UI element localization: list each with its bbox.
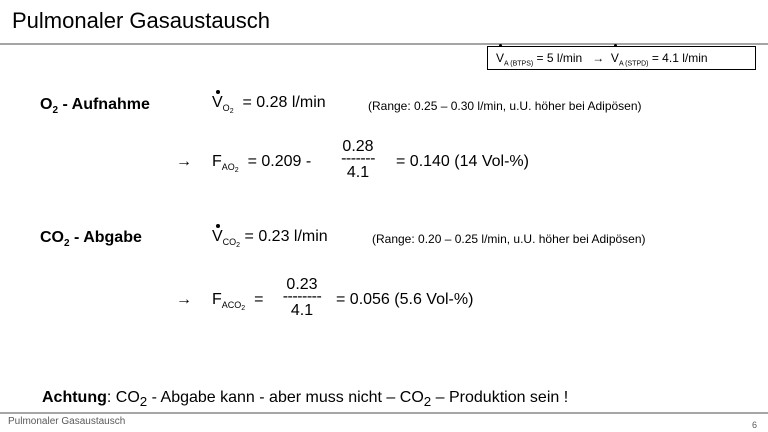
attention-note: Achtung: $CO_2$ - Abgabe kann - aber muss nicht – $CO_2$ – Produktion sein !: [42, 389, 569, 410]
co2-output-value: = 0.23 l/min: [244, 228, 328, 245]
co2-output-formula: $V_{CO_2} = 0.23$ l/min: [212, 228, 328, 250]
v-dot-symbol: V: [212, 228, 223, 245]
page-title: Pulmonaler Gasaustausch: [12, 8, 271, 33]
faco2-equation-lhs: =: [254, 291, 264, 308]
faco2-result: = 0.056 (5.6 Vol-%): [336, 291, 474, 308]
fraction-denominator: 4.1: [290, 302, 314, 319]
co2-output-label: $CO_2$ - Abgabe: [40, 229, 142, 250]
fao2-equation-lhs: = 0.209 -: [247, 153, 312, 170]
arrow-icon: →: [176, 291, 192, 308]
faco2-formula: $F_{ACO_2}$ =: [212, 291, 264, 313]
o2-range-text: (Range: 0.25 – 0.30 l/min, u.U. höher bei Adipösen): [368, 99, 642, 113]
faco2-fraction: [278, 276, 326, 320]
co2-range-text: (Range: 0.20 – 0.25 l/min, u.U. höher bei Adipösen): [372, 232, 646, 246]
page-number: 6: [752, 420, 758, 430]
v-stpd-value: = 4.1 l/min: [651, 51, 708, 65]
o2-uptake-value: = 0.28 l/min: [242, 94, 326, 111]
fao2-fraction: [336, 138, 380, 182]
fraction-numerator: 0.28: [342, 138, 374, 155]
o2-uptake-formula: $V_{O_2} = 0.28$ l/min: [212, 94, 326, 116]
attention-label: Achtung: [42, 389, 107, 406]
fao2-formula: $F_{AO_2} = 0.209$ -: [212, 153, 312, 175]
v-dot-symbol: V: [496, 47, 504, 69]
arrow-icon: →: [592, 51, 605, 65]
arrow-icon: →: [176, 153, 192, 170]
v-stpd-subscript: A (STPD): [618, 60, 649, 68]
fao2-result: = 0.140 (14 Vol-%): [396, 153, 529, 170]
fraction-line: --------: [282, 288, 322, 305]
ventilation-info-box: [487, 46, 756, 70]
o2-uptake-label: $O_2$ - Aufnahme: [40, 96, 150, 117]
v-dot-symbol: V: [611, 47, 619, 69]
footer-divider: [0, 412, 768, 414]
v-dot-symbol: V: [212, 94, 223, 111]
fraction-denominator: 4.1: [346, 164, 370, 181]
title-divider: [0, 43, 768, 45]
footer-text: Pulmonaler Gasaustausch: [8, 416, 126, 427]
fraction-line: -------: [341, 150, 375, 167]
v-btps-value: = 5 l/min: [536, 51, 583, 65]
v-btps-subscript: A (BTPS): [504, 60, 534, 68]
fraction-numerator: 0.23: [286, 276, 318, 293]
